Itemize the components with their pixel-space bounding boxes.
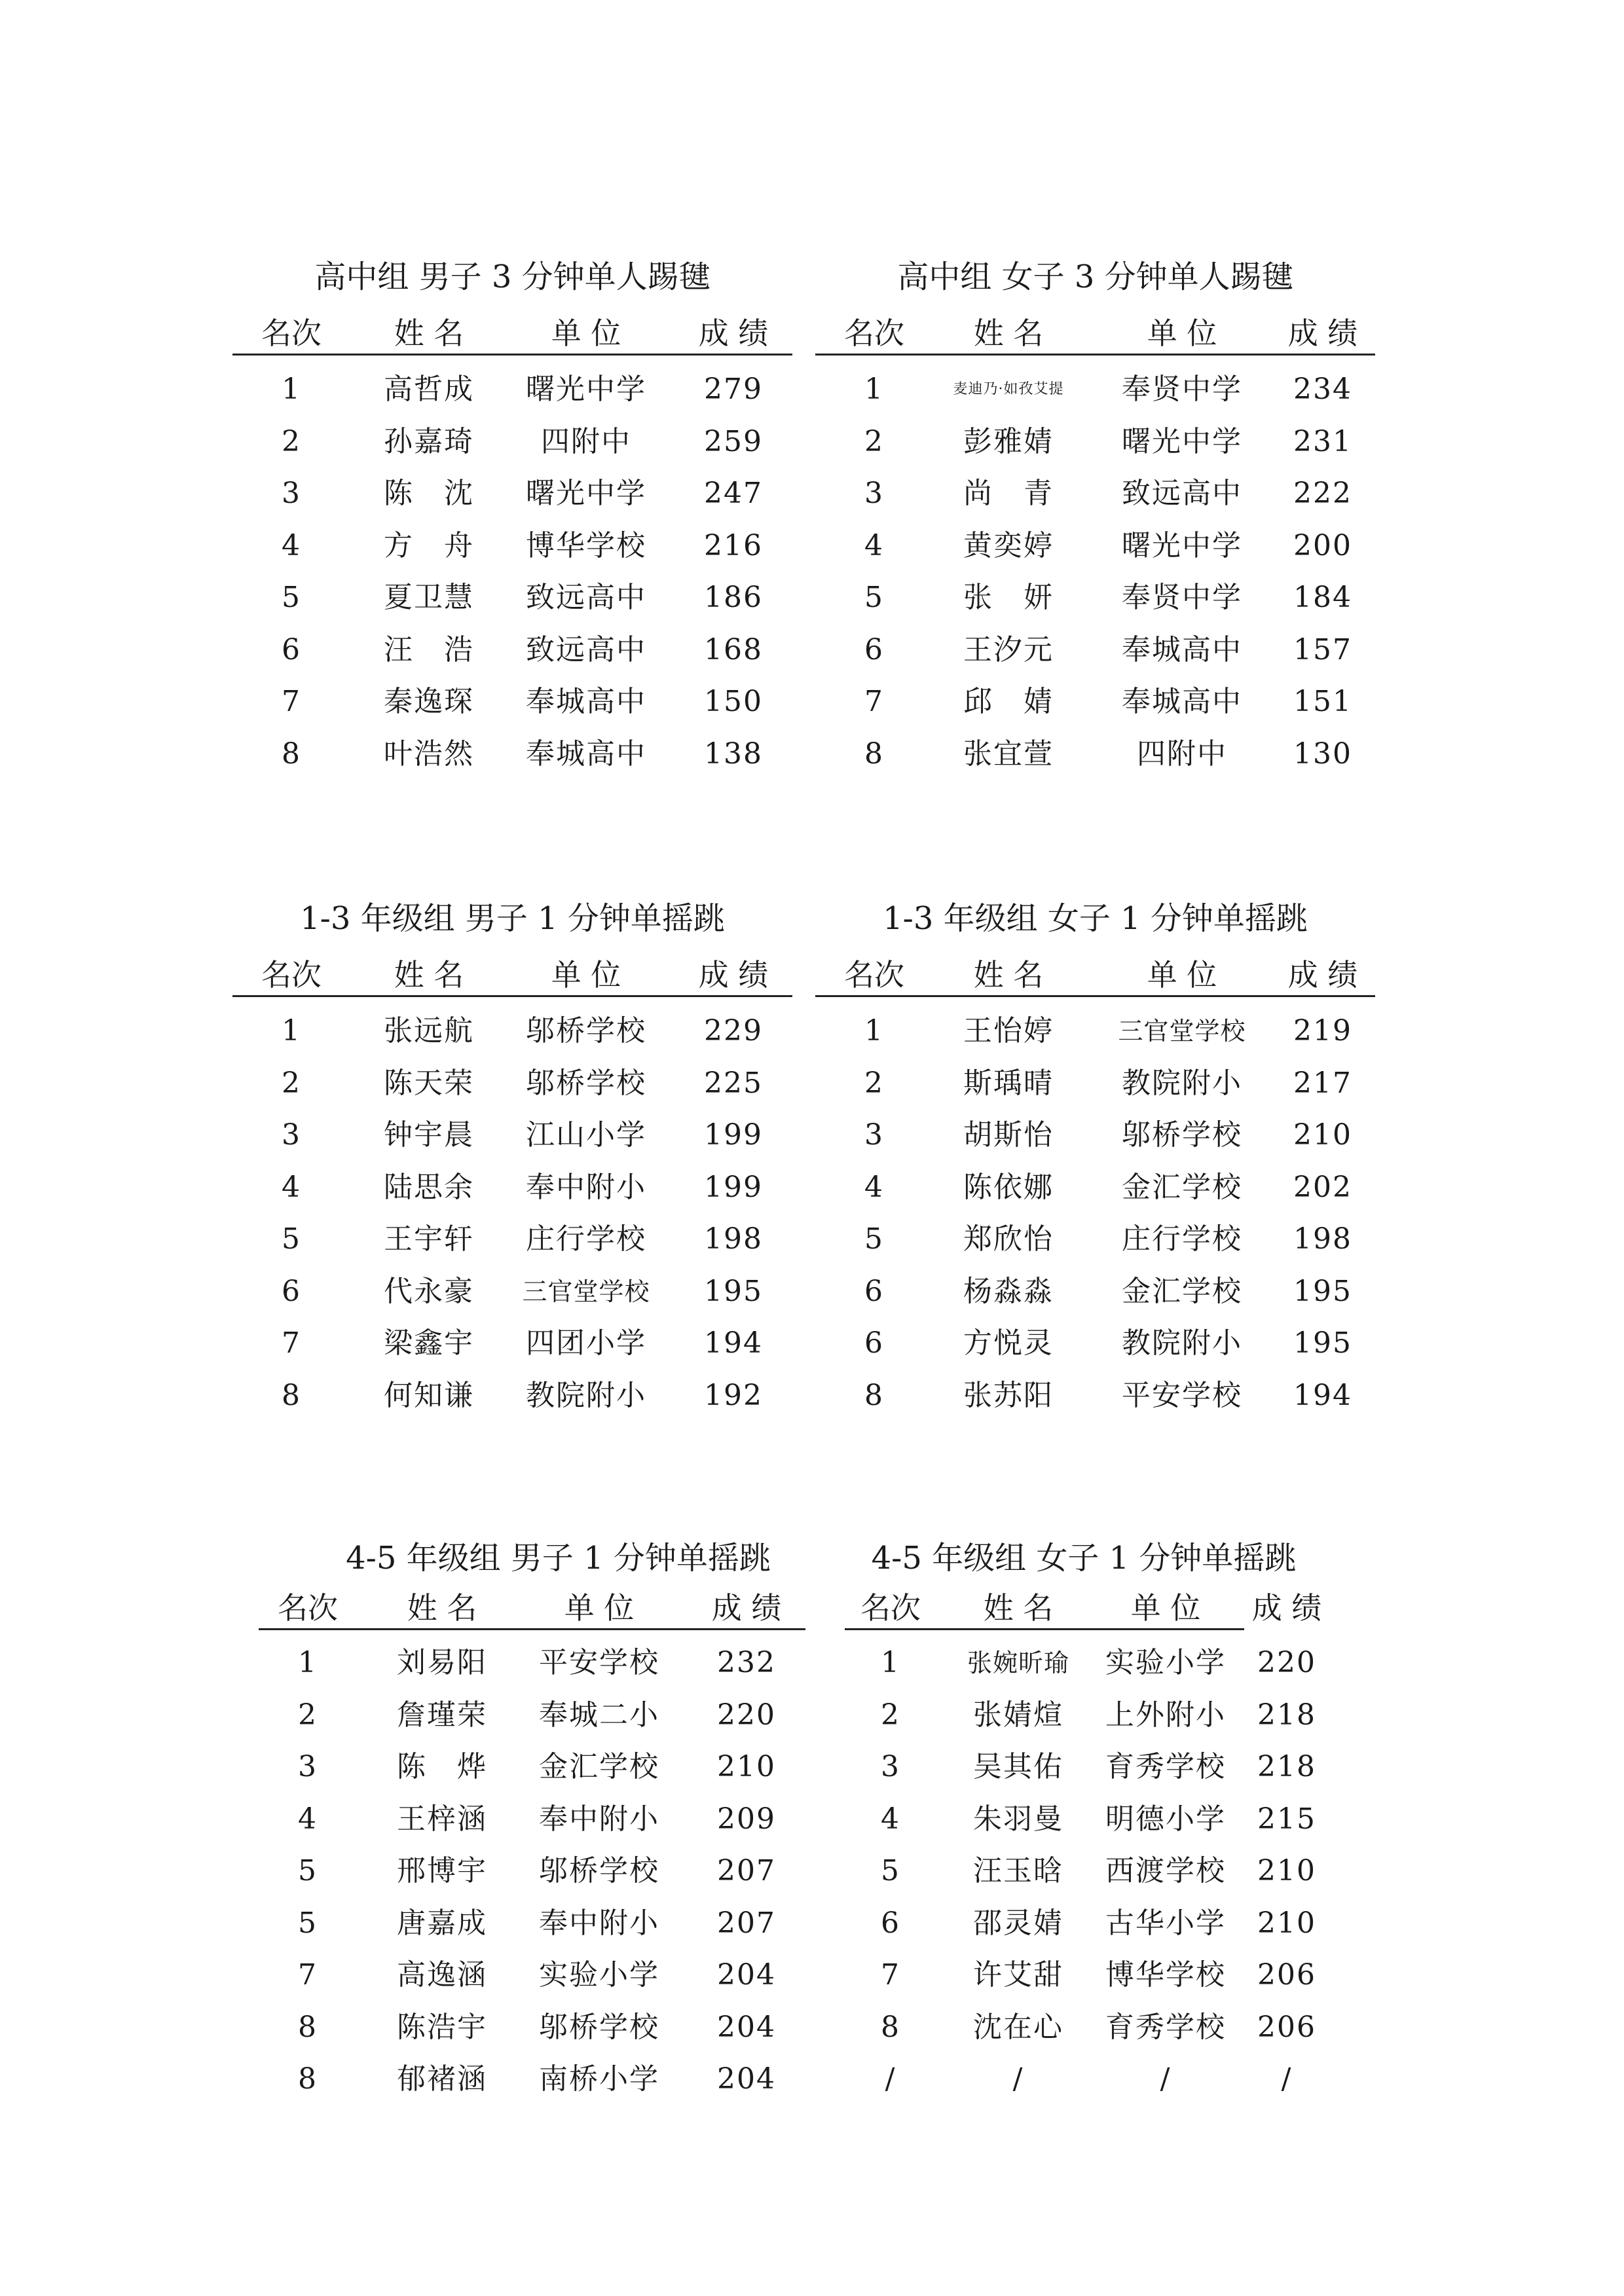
name-cell: 代永豪	[384, 1274, 474, 1308]
header-rank: 名次	[278, 1590, 338, 1626]
rank-cell: 7	[864, 685, 884, 718]
name-cell: 邢博宇	[397, 1854, 487, 1887]
name-cell: 彭雅婧	[963, 424, 1054, 458]
score-cell: 219	[1293, 1014, 1352, 1048]
unit-cell: 奉城二小	[539, 1698, 659, 1732]
rank-cell: 7	[282, 685, 301, 718]
unit-cell: 四团小学	[526, 1326, 646, 1360]
rank-cell: 6	[282, 1274, 301, 1308]
name-cell: 许艾甜	[973, 1958, 1063, 1992]
name-cell: 汪玉晗	[973, 1854, 1063, 1887]
score-cell: 150	[704, 685, 763, 718]
score-cell: 215	[1257, 1802, 1316, 1836]
unit-cell: 南桥小学	[539, 2062, 659, 2096]
header-name: 姓 名	[983, 1590, 1054, 1626]
name-cell: 黄奕婷	[963, 528, 1054, 562]
unit-cell: 奉城高中	[1122, 685, 1242, 718]
unit-cell: 育秀学校	[1105, 2010, 1226, 2044]
header-score: 成 绩	[698, 957, 769, 993]
unit-cell: 邬桥学校	[539, 2010, 659, 2044]
table-header	[259, 1588, 805, 1630]
table-row	[815, 370, 1375, 422]
name-cell: 张苏阳	[963, 1378, 1054, 1412]
rank-cell: 3	[881, 1750, 900, 1783]
table-row	[815, 682, 1375, 735]
score-cell: 204	[717, 1958, 776, 1992]
name-cell: /	[1012, 2062, 1024, 2096]
table-row	[259, 2008, 805, 2060]
header-unit: 单 位	[551, 316, 621, 351]
rank-cell: 2	[282, 1066, 301, 1100]
table-row	[232, 1116, 792, 1168]
score-cell: 209	[717, 1802, 776, 1836]
unit-cell: 平安学校	[539, 1646, 659, 1679]
table-row	[845, 1956, 1375, 2008]
header-score: 成 绩	[698, 316, 769, 351]
name-cell: 方悦灵	[963, 1326, 1054, 1360]
unit-cell: 曙光中学	[1122, 424, 1242, 458]
rank-cell: 8	[298, 2062, 318, 2096]
unit-cell: 西渡学校	[1105, 1854, 1226, 1887]
table-row	[232, 1272, 792, 1324]
rank-cell: 5	[864, 581, 884, 614]
header-unit: 单 位	[551, 957, 621, 993]
table-row	[815, 474, 1375, 526]
header-score: 成 绩	[1251, 1590, 1322, 1626]
header-rank: 名次	[261, 957, 322, 993]
name-cell: 陈天荣	[384, 1066, 474, 1100]
rank-cell: 1	[282, 373, 301, 406]
unit-cell: 实验小学	[1105, 1646, 1226, 1679]
unit-cell: 奉城高中	[526, 685, 646, 718]
score-cell: 130	[1293, 737, 1352, 771]
rank-cell: 4	[864, 528, 884, 562]
score-cell: 218	[1257, 1698, 1316, 1732]
score-cell: 210	[1257, 1906, 1316, 1940]
unit-cell: 曙光中学	[526, 477, 646, 510]
table-row	[232, 370, 792, 422]
table-row	[845, 2008, 1375, 2060]
table-title: 高中组 男子 3 分钟单人踢毽	[314, 259, 710, 295]
table-row	[259, 2060, 805, 2112]
rank-cell: 4	[282, 1170, 301, 1204]
name-cell: 郁褚涵	[397, 2062, 487, 2096]
score-cell: 199	[704, 1118, 763, 1152]
score-cell: 195	[1293, 1326, 1352, 1360]
score-cell: /	[1281, 2062, 1293, 2096]
table-title: 4-5 年级组 男子 1 分钟单摇跳	[346, 1540, 771, 1576]
unit-cell: 四附中	[541, 424, 631, 458]
unit-cell: 古华小学	[1105, 1906, 1226, 1940]
name-cell: 朱羽曼	[973, 1802, 1063, 1836]
table-row	[845, 1696, 1375, 1748]
table-row	[845, 1643, 1375, 1696]
table-row	[259, 1696, 805, 1748]
score-cell: 194	[704, 1326, 763, 1360]
score-cell: 229	[704, 1014, 763, 1048]
table-title: 高中组 女子 3 分钟单人踢毽	[897, 259, 1293, 295]
name-cell: 陈 沈	[384, 477, 474, 510]
score-cell: 138	[704, 737, 763, 771]
table-header	[845, 1588, 1322, 1630]
name-cell: 王怡婷	[963, 1014, 1054, 1048]
score-cell: 204	[717, 2010, 776, 2044]
rank-cell: 6	[864, 1274, 884, 1308]
rank-cell: 1	[282, 1014, 301, 1048]
unit-cell: 致远高中	[526, 581, 646, 614]
unit-cell: 邬桥学校	[526, 1066, 646, 1100]
rank-cell: 5	[282, 581, 301, 614]
unit-cell: 邬桥学校	[1122, 1118, 1242, 1152]
name-cell: 陈 烨	[397, 1750, 487, 1783]
unit-cell: 致远高中	[526, 632, 646, 666]
rank-cell: 7	[881, 1958, 900, 1992]
score-cell: 234	[1293, 373, 1352, 406]
table-row	[259, 1904, 805, 1956]
table-row	[815, 1324, 1375, 1376]
table-row	[815, 1116, 1375, 1168]
name-cell: 钟宇晨	[384, 1118, 474, 1152]
header-unit: 单 位	[1130, 1590, 1201, 1626]
table-row	[845, 1851, 1375, 1904]
unit-cell: 奉中附小	[539, 1802, 659, 1836]
table-row	[845, 1747, 1375, 1800]
score-cell: 194	[1293, 1378, 1352, 1412]
name-cell: 秦逸琛	[384, 685, 474, 718]
table-row	[815, 735, 1375, 787]
header-score: 成 绩	[1287, 316, 1358, 351]
unit-cell: 曙光中学	[526, 373, 646, 406]
score-cell: 220	[1257, 1646, 1316, 1679]
header-score: 成 绩	[1287, 957, 1358, 993]
name-cell: 夏卫慧	[384, 581, 474, 614]
score-cell: 198	[1293, 1222, 1352, 1256]
score-cell: 232	[717, 1646, 776, 1679]
name-cell: 杨淼淼	[963, 1274, 1054, 1308]
table-row	[232, 735, 792, 787]
rank-cell: 6	[864, 632, 884, 666]
rank-cell: 5	[282, 1222, 301, 1256]
table-row	[845, 1904, 1375, 1956]
name-cell: 孙嘉琦	[384, 424, 474, 458]
unit-cell: 四附中	[1137, 737, 1227, 771]
name-cell: 邱 婧	[963, 685, 1054, 718]
unit-cell: 明德小学	[1105, 1802, 1226, 1836]
table-row	[232, 1168, 792, 1220]
score-cell: 198	[704, 1222, 763, 1256]
name-cell: 何知谦	[384, 1378, 474, 1412]
rank-cell: 4	[864, 1170, 884, 1204]
rank-cell: 5	[881, 1854, 900, 1887]
table-header	[815, 955, 1375, 997]
unit-cell: 博华学校	[526, 528, 646, 562]
unit-cell: 育秀学校	[1105, 1750, 1226, 1783]
unit-cell: /	[1160, 2062, 1172, 2096]
header-rank: 名次	[860, 1590, 921, 1626]
rank-cell: 8	[864, 737, 884, 771]
score-cell: 202	[1293, 1170, 1352, 1204]
header-unit: 单 位	[1147, 957, 1217, 993]
score-cell: 220	[717, 1698, 776, 1732]
header-score: 成 绩	[711, 1590, 782, 1626]
rank-cell: 4	[282, 528, 301, 562]
unit-cell: 三官堂学校	[1118, 1017, 1246, 1046]
table-header	[815, 313, 1375, 355]
name-cell: 吴其佑	[973, 1750, 1063, 1783]
header-name: 姓 名	[407, 1590, 477, 1626]
rank-cell: 7	[282, 1326, 301, 1360]
unit-cell: 三官堂学校	[522, 1277, 650, 1306]
score-cell: 231	[1293, 424, 1352, 458]
rank-cell: 6	[881, 1906, 900, 1940]
score-cell: 204	[717, 2062, 776, 2096]
unit-cell: 邬桥学校	[526, 1014, 646, 1048]
unit-cell: 博华学校	[1105, 1958, 1226, 1992]
rank-cell: 3	[298, 1750, 318, 1783]
table-row	[815, 578, 1375, 630]
table-row	[815, 1168, 1375, 1220]
table-row	[232, 474, 792, 526]
table-row	[845, 1800, 1375, 1852]
unit-cell: 金汇学校	[1122, 1170, 1242, 1204]
table-row	[259, 1956, 805, 2008]
rank-cell: 8	[282, 737, 301, 771]
score-cell: 218	[1257, 1750, 1316, 1783]
results-table	[232, 899, 792, 1423]
name-cell: 高逸涵	[397, 1958, 487, 1992]
header-name: 姓 名	[973, 316, 1044, 351]
name-cell: 高哲成	[384, 373, 474, 406]
unit-cell: 教院附小	[1122, 1066, 1242, 1100]
score-cell: 157	[1293, 632, 1352, 666]
unit-cell: 上外附小	[1105, 1698, 1226, 1732]
score-cell: 195	[1293, 1274, 1352, 1308]
unit-cell: 实验小学	[539, 1958, 659, 1992]
table-row	[232, 1220, 792, 1272]
name-cell: 陈依娜	[963, 1170, 1054, 1204]
table-row	[815, 1064, 1375, 1116]
rank-cell: 8	[282, 1378, 301, 1412]
score-cell: 199	[704, 1170, 763, 1204]
unit-cell: 教院附小	[526, 1378, 646, 1412]
name-cell: 沈在心	[973, 2010, 1063, 2044]
score-cell: 168	[704, 632, 763, 666]
table-row	[815, 526, 1375, 579]
unit-cell: 奉中附小	[526, 1170, 646, 1204]
table-header	[232, 955, 792, 997]
unit-cell: 奉城高中	[1122, 632, 1242, 666]
rank-cell: 2	[881, 1698, 900, 1732]
unit-cell: 金汇学校	[539, 1750, 659, 1783]
results-table	[815, 899, 1375, 1423]
name-cell: 麦迪乃·如孜艾提	[953, 381, 1064, 397]
rank-cell: 2	[298, 1698, 318, 1732]
rank-cell: /	[885, 2062, 896, 2096]
score-cell: 216	[704, 528, 763, 562]
rank-cell: 5	[298, 1906, 318, 1940]
table-row	[259, 1643, 805, 1696]
score-cell: 279	[704, 373, 763, 406]
rank-cell: 1	[864, 1014, 884, 1048]
score-cell: 207	[717, 1854, 776, 1887]
name-cell: 斯瑀晴	[963, 1066, 1054, 1100]
score-cell: 247	[704, 477, 763, 510]
rank-cell: 8	[298, 2010, 318, 2044]
unit-cell: 奉中附小	[539, 1906, 659, 1940]
table-row	[259, 1800, 805, 1852]
name-cell: 王梓涵	[397, 1802, 487, 1836]
table-row	[232, 630, 792, 683]
table-row	[232, 682, 792, 735]
header-name: 姓 名	[394, 957, 464, 993]
header-rank: 名次	[261, 316, 322, 351]
rank-cell: 3	[282, 477, 301, 510]
results-table	[845, 1539, 1375, 2128]
rank-cell: 2	[864, 1066, 884, 1100]
results-table	[232, 257, 792, 781]
score-cell: 195	[704, 1274, 763, 1308]
unit-cell: 奉城高中	[526, 737, 646, 771]
score-cell: 225	[704, 1066, 763, 1100]
results-table	[259, 1539, 805, 2128]
name-cell: 胡斯怡	[963, 1118, 1054, 1152]
table-title: 1-3 年级组 男子 1 分钟单摇跳	[300, 900, 725, 937]
name-cell: 唐嘉成	[397, 1906, 487, 1940]
name-cell: 陈浩宇	[397, 2010, 487, 2044]
unit-cell: 奉贤中学	[1122, 581, 1242, 614]
name-cell: 张宜萱	[963, 737, 1054, 771]
score-cell: 210	[717, 1750, 776, 1783]
header-name: 姓 名	[394, 316, 464, 351]
unit-cell: 曙光中学	[1122, 528, 1242, 562]
name-cell: 邵灵婧	[973, 1906, 1063, 1940]
rank-cell: 4	[298, 1802, 318, 1836]
results-table	[815, 257, 1375, 781]
name-cell: 张婉昕瑜	[967, 1649, 1069, 1677]
table-row	[232, 526, 792, 579]
table-row	[232, 1064, 792, 1116]
table-title: 1-3 年级组 女子 1 分钟单摇跳	[883, 900, 1308, 937]
table-row	[815, 422, 1375, 475]
name-cell: 梁鑫宇	[384, 1326, 474, 1360]
score-cell: 184	[1293, 581, 1352, 614]
table-row	[232, 1324, 792, 1376]
unit-cell: 致远高中	[1122, 477, 1242, 510]
rank-cell: 1	[864, 373, 884, 406]
score-cell: 192	[704, 1378, 763, 1412]
rank-cell: 3	[282, 1118, 301, 1152]
score-cell: 222	[1293, 477, 1352, 510]
rank-cell: 1	[298, 1646, 318, 1679]
unit-cell: 庄行学校	[526, 1222, 646, 1256]
score-cell: 210	[1293, 1118, 1352, 1152]
score-cell: 217	[1293, 1066, 1352, 1100]
header-rank: 名次	[844, 957, 904, 993]
score-cell: 186	[704, 581, 763, 614]
header-name: 姓 名	[973, 957, 1044, 993]
table-row	[232, 422, 792, 475]
rank-cell: 6	[864, 1326, 884, 1360]
score-cell: 206	[1257, 1958, 1316, 1992]
name-cell: 尚 青	[963, 477, 1054, 510]
table-row	[259, 1747, 805, 1800]
rank-cell: 8	[881, 2010, 900, 2044]
name-cell: 张婧煊	[973, 1698, 1063, 1732]
rank-cell: 5	[864, 1222, 884, 1256]
header-rank: 名次	[844, 316, 904, 351]
table-row	[815, 1376, 1375, 1429]
rank-cell: 4	[881, 1802, 900, 1836]
score-cell: 151	[1293, 685, 1352, 718]
table-header	[232, 313, 792, 355]
table-row	[815, 1220, 1375, 1272]
score-cell: 206	[1257, 2010, 1316, 2044]
rank-cell: 5	[298, 1854, 318, 1887]
table-row	[259, 1851, 805, 1904]
unit-cell: 江山小学	[526, 1118, 646, 1152]
name-cell: 方 舟	[384, 528, 474, 562]
name-cell: 汪 浩	[384, 632, 474, 666]
unit-cell: 金汇学校	[1122, 1274, 1242, 1308]
unit-cell: 奉贤中学	[1122, 373, 1242, 406]
table-row	[232, 578, 792, 630]
name-cell: 詹瑾荣	[397, 1698, 487, 1732]
name-cell: 王宇轩	[384, 1222, 474, 1256]
score-cell: 210	[1257, 1854, 1316, 1887]
header-unit: 单 位	[564, 1590, 635, 1626]
score-cell: 207	[717, 1906, 776, 1940]
table-row	[845, 2060, 1375, 2112]
score-cell: 200	[1293, 528, 1352, 562]
name-cell: 郑欣怡	[963, 1222, 1054, 1256]
name-cell: 陆思余	[384, 1170, 474, 1204]
rank-cell: 1	[881, 1646, 900, 1679]
rank-cell: 2	[282, 424, 301, 458]
rank-cell: 8	[864, 1378, 884, 1412]
name-cell: 张远航	[384, 1014, 474, 1048]
unit-cell: 庄行学校	[1122, 1222, 1242, 1256]
rank-cell: 3	[864, 477, 884, 510]
table-title: 4-5 年级组 女子 1 分钟单摇跳	[871, 1540, 1297, 1576]
rank-cell: 7	[298, 1958, 318, 1992]
name-cell: 刘易阳	[397, 1646, 487, 1679]
name-cell: 叶浩然	[384, 737, 474, 771]
table-row	[815, 630, 1375, 683]
table-row	[815, 1272, 1375, 1324]
header-unit: 单 位	[1147, 316, 1217, 351]
rank-cell: 6	[282, 632, 301, 666]
unit-cell: 教院附小	[1122, 1326, 1242, 1360]
unit-cell: 邬桥学校	[539, 1854, 659, 1887]
rank-cell: 3	[864, 1118, 884, 1152]
rank-cell: 2	[864, 424, 884, 458]
table-row	[815, 1011, 1375, 1064]
unit-cell: 平安学校	[1122, 1378, 1242, 1412]
name-cell: 王汐元	[963, 632, 1054, 666]
table-row	[232, 1376, 792, 1429]
score-cell: 259	[704, 424, 763, 458]
table-row	[232, 1011, 792, 1064]
name-cell: 张 妍	[963, 581, 1054, 614]
